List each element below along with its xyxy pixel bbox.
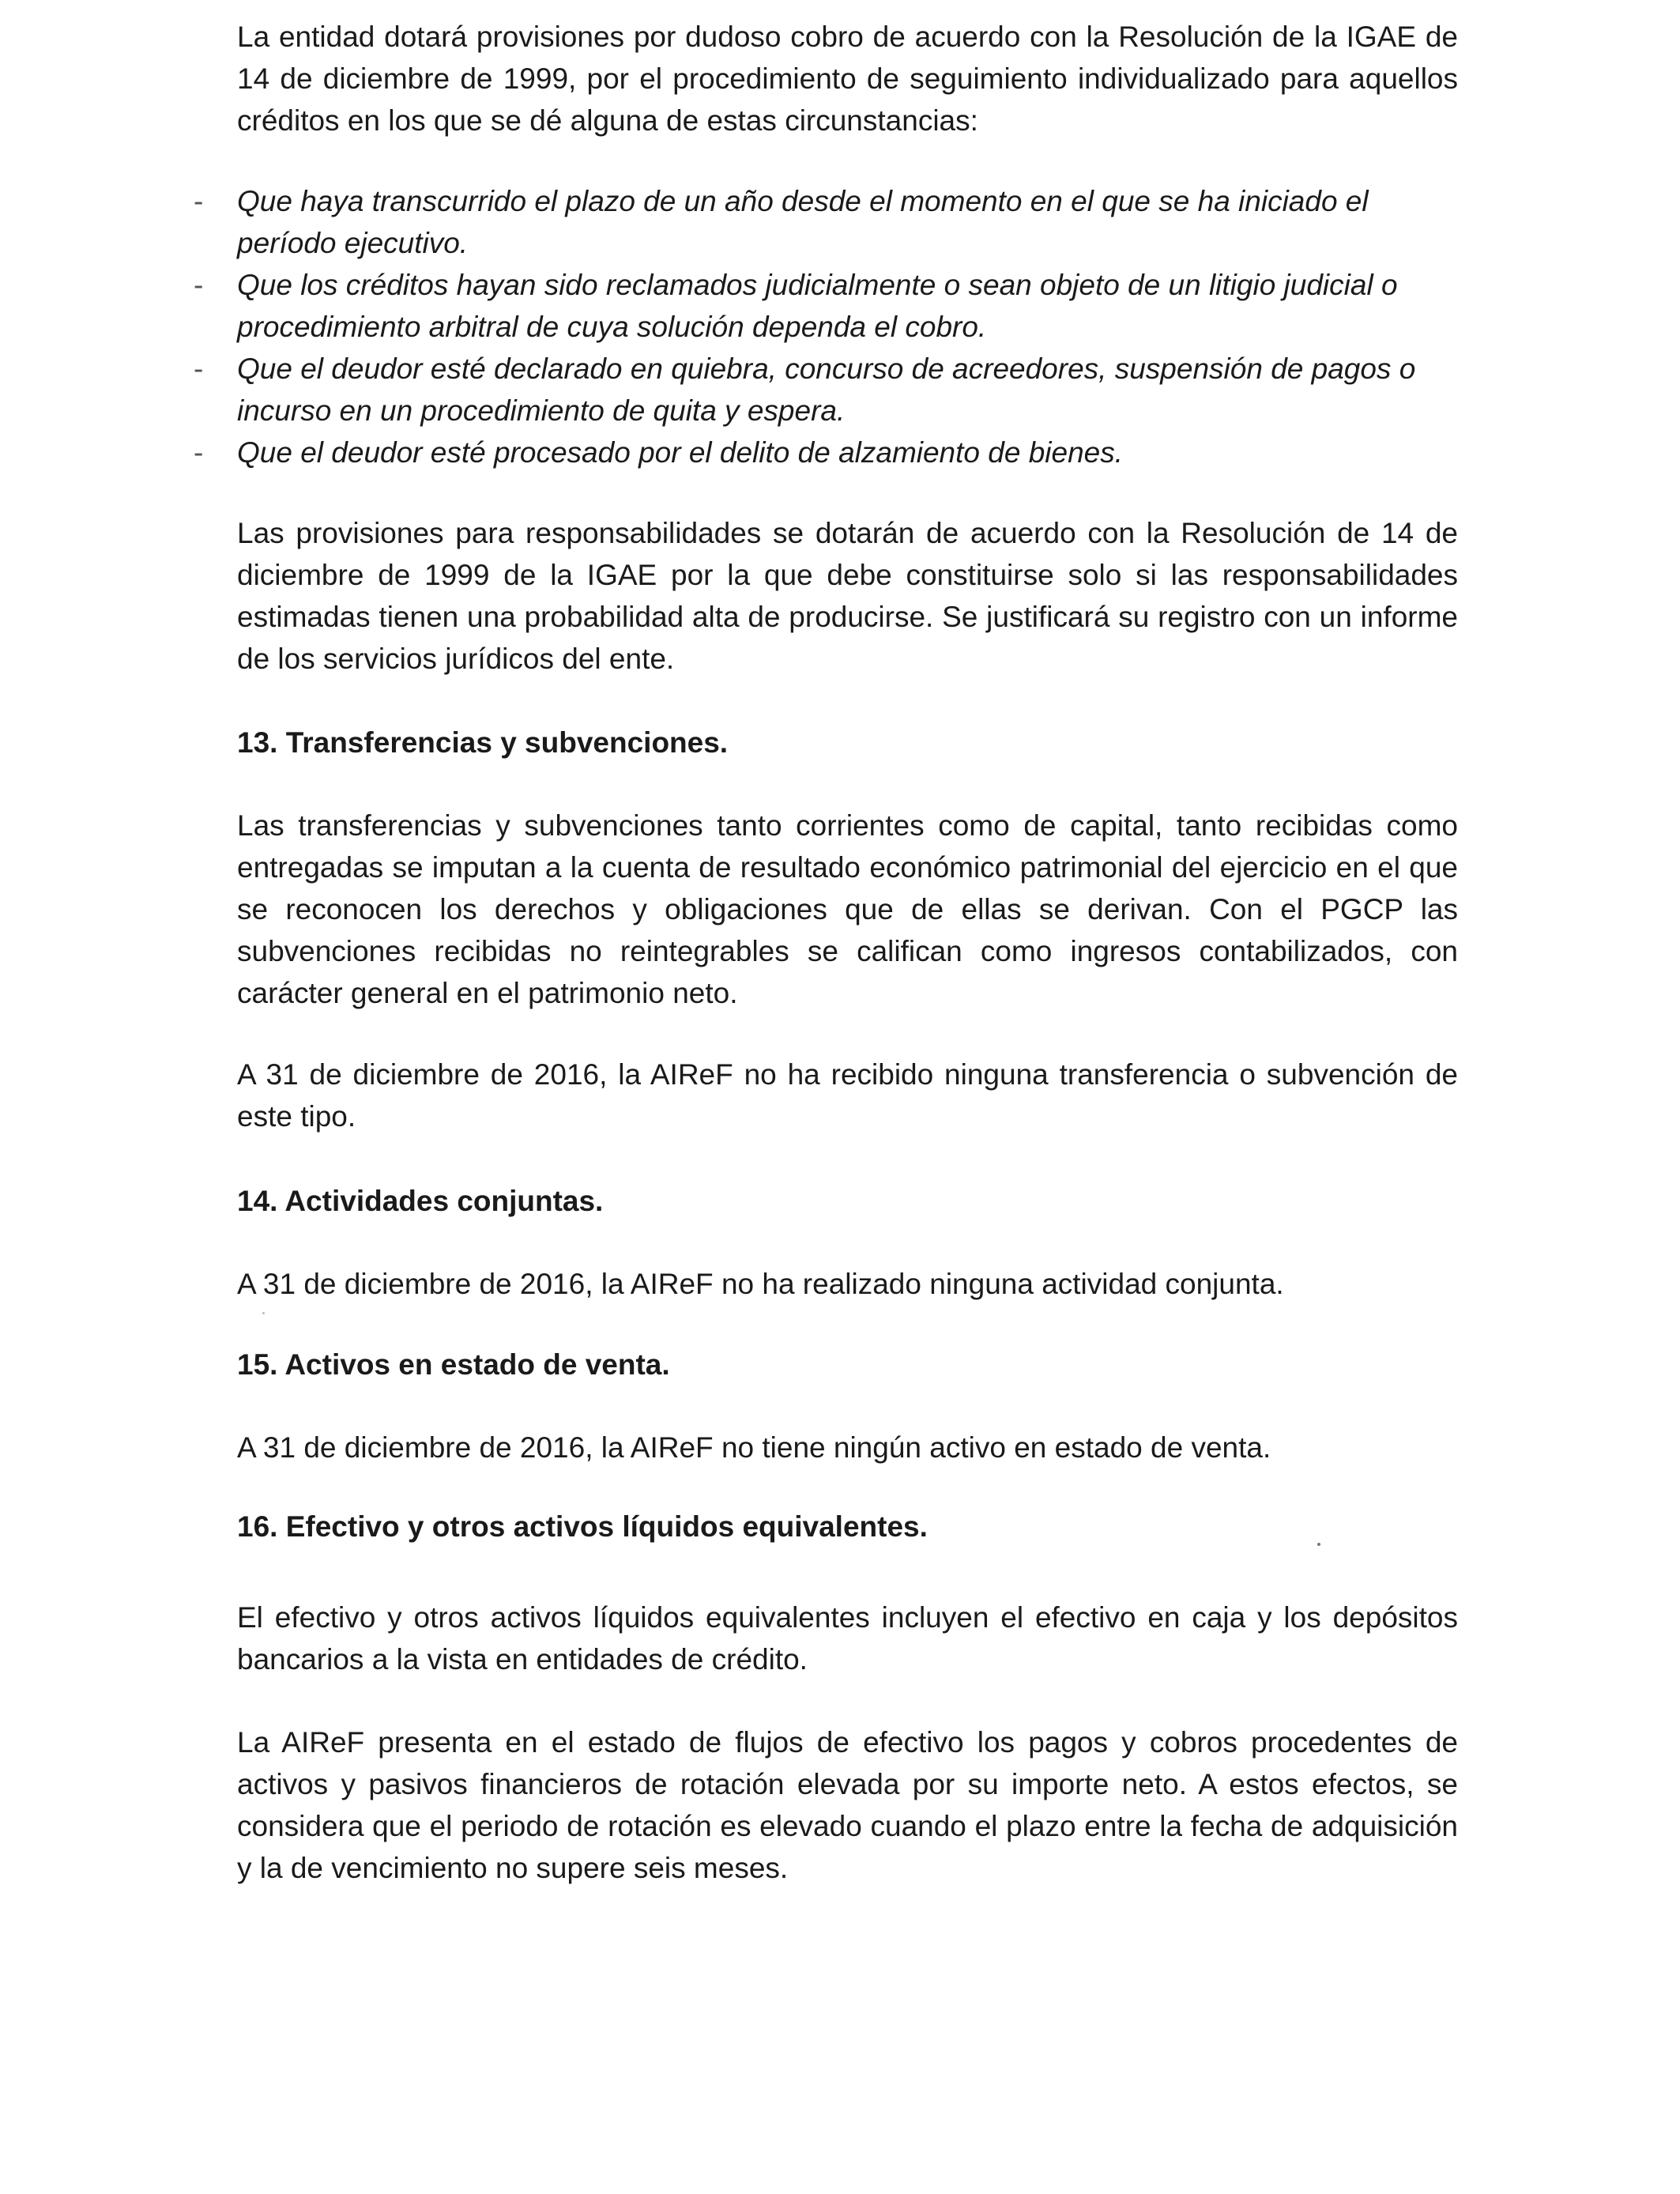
- section-16-paragraph-2: [237, 1721, 1458, 1889]
- section-16-paragraph-1: [237, 1596, 1458, 1680]
- dash-bullet: -: [194, 185, 204, 217]
- section-14-paragraph-text: A 31 de diciembre de 2016, la AIReF no ha realizado ninguna actividad conjunta.: [237, 1268, 1284, 1300]
- scan-speck: [262, 1312, 265, 1314]
- section-16-paragraph-1-text: El efectivo y otros activos líquidos equivalentes incluyen el efectivo en caja y los depósitos bancarios a la vista en entidades de crédito.: [237, 1601, 1458, 1676]
- list-item-text: Que los créditos hayan sido reclamados judicialmente o sean objeto de un litigio judicial o procedimiento arbitral de cuya solución dependa el cobro.: [237, 269, 1398, 343]
- section-13-paragraph-1: [237, 805, 1458, 1014]
- section-16-heading: 16. Efectivo y otros activos líquidos equivalentes.: [237, 1510, 928, 1543]
- section-15-paragraph: [237, 1427, 1458, 1468]
- dash-bullet: -: [194, 269, 204, 301]
- list-item-text: Que haya transcurrido el plazo de un año desde el momento en el que se ha iniciado el período ejecutivo.: [237, 185, 1369, 259]
- section-14-paragraph: [237, 1263, 1458, 1305]
- section-15-heading: 15. Activos en estado de venta.: [237, 1348, 670, 1381]
- section-13-paragraph-2-text: A 31 de diciembre de 2016, la AIReF no ha recibido ninguna transferencia o subvención de este tipo.: [237, 1058, 1458, 1133]
- list-item: [194, 432, 1458, 473]
- list-item: [194, 264, 1458, 348]
- section-13-paragraph-1-text: Las transferencias y subvenciones tanto corrientes como de capital, tanto recibidas como entregadas se imputan a la cuenta de resultado económico patrimonial del ejercicio en el que se reconocen los derechos y obligaciones que de ellas se derivan. Con el PGCP las subvenciones recibidas no reintegrables se califican como ingresos contabilizados, con carácter general en el patrimonio neto.: [237, 809, 1458, 1009]
- scan-speck: [1317, 1543, 1320, 1546]
- dash-bullet: -: [194, 352, 204, 385]
- circumstances-list: [194, 180, 1458, 473]
- intro-paragraph: [237, 16, 1458, 141]
- intro-paragraph-text: La entidad dotará provisiones por dudoso cobro de acuerdo con la Resolución de la IGAE de 14 de diciembre de 1999, por el procedimiento de seguimiento individualizado para aquellos créditos en los que se dé alguna de estas circunstancias:: [237, 21, 1458, 137]
- section-15-paragraph-text: A 31 de diciembre de 2016, la AIReF no tiene ningún activo en estado de venta.: [237, 1431, 1271, 1464]
- section-16-paragraph-2-text: La AIReF presenta en el estado de flujos de efectivo los pagos y cobros procedentes de activos y pasivos financieros de rotación elevada por su importe neto. A estos efectos, se considera que el periodo de rotación es elevado cuando el plazo entre la fecha de adquisición y la de vencimiento no supere seis meses.: [237, 1726, 1458, 1884]
- list-item: [194, 180, 1458, 264]
- list-item-text: Que el deudor esté procesado por el delito de alzamiento de bienes.: [237, 436, 1124, 469]
- list-item: [194, 348, 1458, 432]
- responsabilidades-paragraph: [237, 512, 1458, 680]
- section-13-heading: 13. Transferencias y subvenciones.: [237, 726, 729, 759]
- section-13-paragraph-2: [237, 1054, 1458, 1137]
- responsabilidades-paragraph-text: Las provisiones para responsabilidades se dotarán de acuerdo con la Resolución de 14 de diciembre de 1999 de la IGAE por la que debe constituirse solo si las responsabilidades estimadas tienen una probabilidad alta de producirse. Se justificará su registro con un informe de los servicios jurídicos del ente.: [237, 517, 1458, 675]
- section-14-heading: 14. Actividades conjuntas.: [237, 1185, 604, 1217]
- dash-bullet: -: [194, 436, 204, 469]
- list-item-text: Que el deudor esté declarado en quiebra, concurso de acreedores, suspensión de pagos o incurso en un procedimiento de quita y espera.: [237, 352, 1416, 427]
